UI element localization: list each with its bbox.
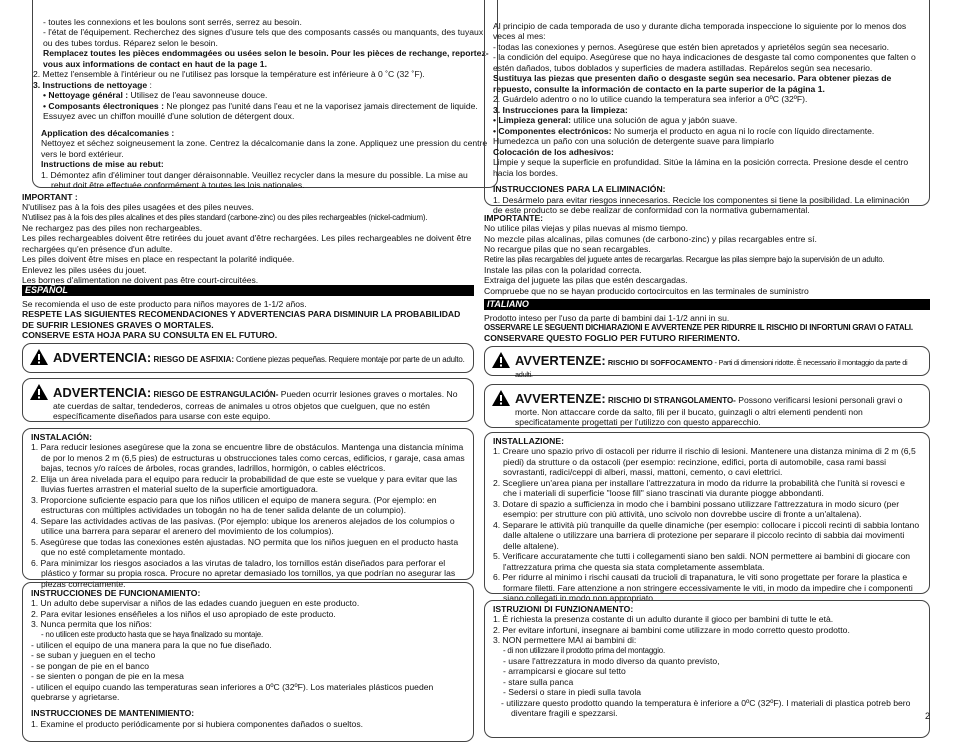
it-operation-step: 1. È richiesta la presenza costante di un adulto durante il gioco per bambini di tutte le età. xyxy=(493,614,834,625)
warning-triangle-icon xyxy=(29,348,49,366)
es-warning-title: ADVERTENCIA: xyxy=(53,385,152,400)
es-operation-sub: - utilicen el equipo cuando las temperaturas sean inferiores a 0ºC (32ºF). Los materiales plásticos pueden quebrarse y agrietarse. xyxy=(31,681,434,702)
it-installation-step: 5. Verificare accuratamente che tutti i collegamenti siano ben saldi. NON permettere ai bambini di giocare con l'attrezzatura prima che questa sia stata completamente assemblata. xyxy=(493,551,911,572)
it-strangulation-warning xyxy=(484,384,930,428)
it-intro-warning: OSSERVARE LE SEGUENTI DICHIARAZIONI E AVVERTENZE PER RIDURRE IL RISCHIO DI INFORTUNI GRAVI O FATALI. xyxy=(484,323,913,333)
fr-disposal-text: 1. Démontez afin d'éliminer tout danger déraisonnable. Veuillez recycler dans la mesure du possible. La mise au rebut doit être effectuée conformément à toutes les lois nationales. xyxy=(41,169,468,191)
it-operation-step: 3. NON permettere MAI ai bambini di: xyxy=(493,635,637,646)
it-choking-warning xyxy=(484,346,930,379)
warning-triangle-icon xyxy=(29,383,49,401)
it-installation-step: 4. Separare le attività più tranquille da quelle dinamiche (per esempio: collocare i piccoli recinti di sabbia lontano dalle altalene o utilizzare una barriera di protezione per separare il piccolo recinto di sabbia dai movimenti delle altalene). xyxy=(493,519,920,551)
es-important-line: Retire las pilas recargables del juguete antes de recargarlas. Recargue las pilas siempre bajo la supervisión de un adulto. xyxy=(484,254,885,264)
fr-important-line: Les bornes d'alimentation ne doivent pas être court-circuitées. xyxy=(22,275,259,286)
es-important-line: Compruebe que no se hayan producido cortocircuitos en las terminales de suministro xyxy=(484,285,809,296)
es-line: - todas las conexiones y pernos. Asegúrese que estén bien apretados y aprietélos según sea necesario. xyxy=(493,41,890,52)
es-important-heading: IMPORTANTE: xyxy=(484,213,544,223)
it-operation-sub: - arrampicarsi e giocare sul tetto xyxy=(503,666,626,677)
fr-decal-heading: Application des décalcomanies : xyxy=(41,127,175,138)
fr-important-line: N'utilisez pas à la fois des piles alcalines et des piles standard (carbone-zinc) ou des piles rechargeables (nickel-cadmium). xyxy=(22,212,428,222)
it-operation-heading: ISTRUZIONI DI FUNZIONAMENTO: xyxy=(493,604,634,614)
es-installation-step: 3. Proporcione suficiente espacio para que los niños utilicen el equipo de manera segura. (Por ejemplo: en estructuras con múltiples actividades un tobogán no ha de tener salida delante de un columpio). xyxy=(31,494,437,516)
fr-important-line: N'utilisez pas à la fois des piles usagées et des piles neuves. xyxy=(22,202,254,213)
fr-important-line: Ne rechargez pas des piles non rechargeables. xyxy=(22,222,203,233)
warning-triangle-icon xyxy=(491,389,511,407)
it-installation-box xyxy=(484,432,930,604)
it-warning-subtitle: RISCHIO DI SOFFOCAMENTO xyxy=(605,358,713,367)
fr-disposal-heading: Instructions de mise au rebut: xyxy=(41,159,164,170)
it-warning-text: - Parti di dimensioni ridotte. È necessario il montaggio da parte di adulti. xyxy=(515,358,908,379)
es-intro-keep: CONSERVE ESTA HOJA PARA SU CONSULTA EN EL FUTURO. xyxy=(22,330,278,341)
es-general-text: utilice una solución de agua y jabón suave. xyxy=(571,115,738,126)
es-installation-step: 4. Separe las actividades activas de las pasivas. (Por ejemplo: ubique los areneros alejados de los columpios o utilice una barrera para separar el arenero del movimiento de los columpios). xyxy=(31,515,455,537)
fr-line xyxy=(41,90,489,100)
it-intro xyxy=(484,313,930,344)
es-important-line: Instale las pilas con la polaridad correcta. xyxy=(484,264,642,275)
es-line: 3. Instrucciones para la limpieza: xyxy=(493,104,628,115)
it-warning-text: Possono verificarsi lesioni personali gravi o morte. Non attaccare corde da salto, fili per il bucato, guinzagli o altri elementi pendenti non specificatamente progettati per l'utilizzo con questo apparecchio. xyxy=(515,395,903,428)
fr-maintenance-box xyxy=(32,0,498,191)
es-decal-heading: Colocación de los adhesivos: xyxy=(493,146,614,157)
es-intro-age: Se recomienda el uso de este producto para niños mayores de 1-1/2 años. xyxy=(22,299,307,309)
es-operation-sub: - no utilicen este producto hasta que se haya finalizado su montaje. xyxy=(41,629,263,639)
es-warning-title: ADVERTENCIA: xyxy=(53,350,152,365)
es-operation-sub: - se pongan de pie en el banco xyxy=(31,660,150,671)
es-choking-warning xyxy=(22,343,474,373)
es-line xyxy=(493,126,921,147)
it-installation-step: 2. Scegliere un'area piana per installare l'attrezzatura in modo da ridurre la probabilità che l'unità si rovesci e che i materiali di superficie "loose fill" siano trascinati via durante piogge abbondanti. xyxy=(493,477,905,499)
es-line: Sustituya las piezas que presenten daño o desgaste según sea necesario. Para obtener piezas de repuesto, consulte la información de contacto en la parte superior de la página 1. xyxy=(493,73,892,94)
it-operation-sub: - usare l'attrezzatura in modo diverso da quanto previsto, xyxy=(503,655,720,666)
es-electronic-text: No sumerja el producto en agua ni lo rocíe con líquido directamente. Humedezca un paño con una solución de detergente suave para limpiarlo xyxy=(493,125,875,147)
es-line: - la condición del equipo. Asegúrese que no haya indicaciones de desgaste tal como componentes que falten o estén dañados, tubos doblados y superficies de madera astilladas. Repárelos según sea necesario. xyxy=(493,52,916,73)
fr-important-line: Les piles rechargeables doivent être retirées du jouet avant d'être rechargées. Les piles rechargeables ne doivent être rechargées qu'en présence d'un adulte. xyxy=(22,233,472,254)
page-number: 2 xyxy=(924,711,930,721)
it-section-header: ITALIANO xyxy=(484,299,930,310)
es-operation-sub: - se sienten o pongan de pie en la mesa xyxy=(31,671,184,682)
es-installation-step: 1. Para reducir lesiones asegúrese que la zona se encuentre libre de obstáculos. Mantenga una distancia mínima de por lo menos 2 m (6,5 pies) de estructuras u obstrucciones tales como cercas, edificios, r garaje, casa amas bajas, tecnos y/o raíces de árboles, rocas grandes, ladrillos, hormigón, o cables eléctricos. xyxy=(31,442,465,474)
es-line xyxy=(493,115,921,125)
fr-important-heading: IMPORTANT : xyxy=(22,192,78,202)
es-decal-text: Limpie y seque la superficie en profundidad. Sitúe la lámina en la posición correcta. Presione desde el centro hacia los bordes. xyxy=(493,157,909,178)
es-general-label: • Limpieza general: xyxy=(493,115,571,126)
fr-line xyxy=(41,101,489,122)
es-disposal-text: 1. Desármelo para evitar riesgos innecesarios. Recicle los componentes si tiene la posibilidad. La eliminación de este producto se debe realizar de conformidad con la normativa gubernamental. xyxy=(493,194,910,216)
es-installation-step: 5. Asegúrese que todas las conexiones estén ajustadas. NO permita que los niños jueguen en el producto hasta que no esté completamente montado. xyxy=(31,536,459,558)
es-warning-subtitle: RIESGO DE ESTRANGULACIÓN- xyxy=(151,390,279,399)
es-installation-step: 6. Para minimizar los riesgos asociados a las virutas de taladro, los tornillos están diseñados para perforar el plástico y formar su propia rosca. Procure no apretar demasiado los tornillos, ya que podrían no asegurar las piezas correctamente. xyxy=(31,557,456,589)
es-operation-step: 2. Para evitar lesiones enséñeles a los niños el uso apropiado de este producto. xyxy=(31,608,336,619)
it-operation-sub: - stare sulla panca xyxy=(503,676,574,687)
it-installation-step: 6. Per ridurre al minimo i rischi causati da trucioli di trapanatura, le viti sono progettate per forare la plastica e formare filetti. Fare attenzione a non stringere eccessivamente le viti, in modo da impedire che i componenti siano collegati in modo non appropriato. xyxy=(493,572,913,604)
it-installation-step: 1. Creare uno spazio privo di ostacoli per ridurre il rischio di lesioni. Mantenere una distanza minima di 2 m (6,5 piedi) da strutture o da ostacoli (per esempio: recinzione, edifici, porta di automobile, casa rami bassi sovrastanti, radici/ceppi di alberi, massi, mattoni, cemento, o cavi elettrici. xyxy=(493,446,916,478)
es-section-header: ESPAÑOL xyxy=(22,285,474,296)
fr-important-line: Les piles doivent être mises en place en respectant la polarité indiquée. xyxy=(22,254,295,265)
fr-general-label: • Nettoyage général : xyxy=(43,90,129,101)
fr-electronic-text: Ne plongez pas l'unité dans l'eau et ne la vaporisez jamais directement de liquide. Essuyez avec un chiffon mouillé d'une solution de détergent doux. xyxy=(43,100,478,122)
es-important-line: No recargue pilas que no sean recargables. xyxy=(484,244,651,255)
fr-line: - l'état de l'équipement. Recherchez des signes d'usure tels que des composants cassés ou manquants, des tuyaux ou des tubes tordus. Réparez selon le besoin. xyxy=(43,27,484,48)
it-installation-heading: INSTALLAZIONE: xyxy=(493,436,564,446)
es-strangulation-warning xyxy=(22,378,474,422)
es-installation-box xyxy=(22,428,474,589)
fr-general-text: Utilisez de l'eau savonneuse douce. xyxy=(128,90,268,101)
fr-line: 2. Mettez l'ensemble à l'intérieur ou ne l'utilisez pas lorsque la température est inférieure à 0 ˚C (32 ˚F). xyxy=(33,69,425,80)
es-disposal-heading: INSTRUCCIONES PARA LA ELIMINACIÓN: xyxy=(493,184,666,195)
es-intro xyxy=(22,299,474,341)
es-operation-box xyxy=(22,582,474,742)
warning-triangle-icon xyxy=(491,351,511,369)
it-intro-age: Prodotto inteso per l'uso da parte di bambini dai 1-1/2 anni in su. xyxy=(484,313,730,323)
es-installation-heading: INSTALACIÓN: xyxy=(31,432,92,442)
fr-cleaning-label: 3. Instructions de nettoyage xyxy=(33,79,148,90)
es-installation-step: 2. Elija un área nivelada para el equipo para reducir la probabilidad de que este se vuelque y para evitar que las lluvias fuertes arrastren el material suelto de la superficie amortiguadora. xyxy=(31,473,458,495)
es-important-line: No utilice pilas viejas y pilas nuevas al mismo tiempo. xyxy=(484,223,688,234)
fr-cleaning-heading xyxy=(33,80,489,90)
it-warning-title: AVVERTENZE: xyxy=(515,353,606,368)
it-warning-title: AVVERTENZE: xyxy=(515,391,606,406)
es-maintenance-heading: INSTRUCCIONES DE MANTENIMIENTO: xyxy=(31,708,195,719)
fr-cleaning-colon: : xyxy=(147,79,152,90)
es-important xyxy=(484,213,930,296)
es-warning-text: Contiene piezas pequeñas. Requiere montaje por parte de un adulto. xyxy=(234,355,465,364)
es-operation-heading: INSTRUCCIONES DE FUNCIONAMIENTO: xyxy=(31,588,201,598)
it-operation-sub: - utilizzare questo prodotto quando la temperatura è inferiore a 0ºC (32ºF). I materiali di plastica potreb bero diventare fragili e spezzarsi. xyxy=(501,697,911,718)
it-operation-sub: - di non utilizzare il prodotto prima del montaggio. xyxy=(503,645,665,655)
es-line: Al principio de cada temporada de uso y durante dicha temporada inspeccione lo siguiente por lo menos dos veces al mes: xyxy=(493,21,907,42)
es-warning-text: Pueden ocurrir lesiones graves o mortales. No ate cuerdas de saltar, tendederos, correas de animales u otros objetos que cuelguen, que no estén específicamente diseñados para usarse con este equipo. xyxy=(53,389,458,422)
fr-electronic-label: • Composants électroniques : xyxy=(43,100,164,111)
it-warning-subtitle: RISCHIO DI STRANGOLAMENTO- xyxy=(605,396,736,405)
es-operation-sub: - utilicen el equipo de una manera para la que no fue diseñado. xyxy=(31,639,272,650)
fr-important-line: Enlevez les piles usées du jouet. xyxy=(22,264,147,275)
it-installation-step: 3. Dotare di spazio a sufficienza in modo che i bambini possano utilizzare l'attrezzatura in modo sicuro (per esempio: per strutture con più attività, uno scivolo non dovrebbe uscire di fronte a un'altalena). xyxy=(493,498,900,520)
es-important-line: Extraiga del juguete las pilas que estén descargadas. xyxy=(484,275,688,286)
es-operation-step: 3. Nunca permita que los niños: xyxy=(31,619,152,630)
es-important-line: No mezcle pilas alcalinas, pilas comunes (de carbono-zinc) y pilas recargables entre sí. xyxy=(484,233,817,244)
es-operation-sub: - se suban y jueguen en el techo xyxy=(31,650,156,661)
es-electronic-label: • Componentes electrónicos: xyxy=(493,125,612,136)
fr-important xyxy=(22,192,474,286)
fr-line: Remplacez toutes les pièces endommagées ou usées selon le besoin. Pour les pièces de rechange, reportez-vous aux informations de contact en haut de la page 1. xyxy=(43,48,489,69)
es-maintenance-box xyxy=(484,0,930,216)
fr-line: - toutes les connexions et les boulons sont serrés, serrez au besoin. xyxy=(43,17,302,27)
es-warning-subtitle: RIESGO DE ASFIXIA: xyxy=(151,355,235,364)
es-operation-step: 1. Un adulto debe supervisar a niños de las edades cuando jueguen en este producto. xyxy=(31,598,360,609)
es-intro-warning: RESPETE LAS SIGUIENTES RECOMENDACIONES Y ADVERTENCIAS PARA DISMINUIR LA PROBABILIDAD DE SUFRIR LESIONES GRAVES O MORTALES. xyxy=(22,309,461,330)
it-operation-step: 2. Per evitare infortuni, insegnare ai bambini come utilizzare in modo corretto questo prodotto. xyxy=(493,624,850,635)
es-maintenance-step: 1. Examine el producto periódicamente por si hubiera componentes dañados o sueltos. xyxy=(31,718,364,729)
it-operation-box xyxy=(484,600,930,738)
it-intro-keep: CONSERVARE QUESTO FOGLIO PER FUTURO RIFERIMENTO. xyxy=(484,333,740,344)
fr-decal-text: Nettoyez et séchez soigneusement la zone. Centrez la décalcomanie dans la zone. Appliquez une pression du centre vers le bord extérieur. xyxy=(41,138,488,159)
es-line: 2. Guárdelo adentro o no lo utilice cuando la temperatura sea inferior a 0ºC (32ºF). xyxy=(493,94,808,105)
it-operation-sub: - Sedersi o stare in piedi sulla tavola xyxy=(503,687,642,698)
